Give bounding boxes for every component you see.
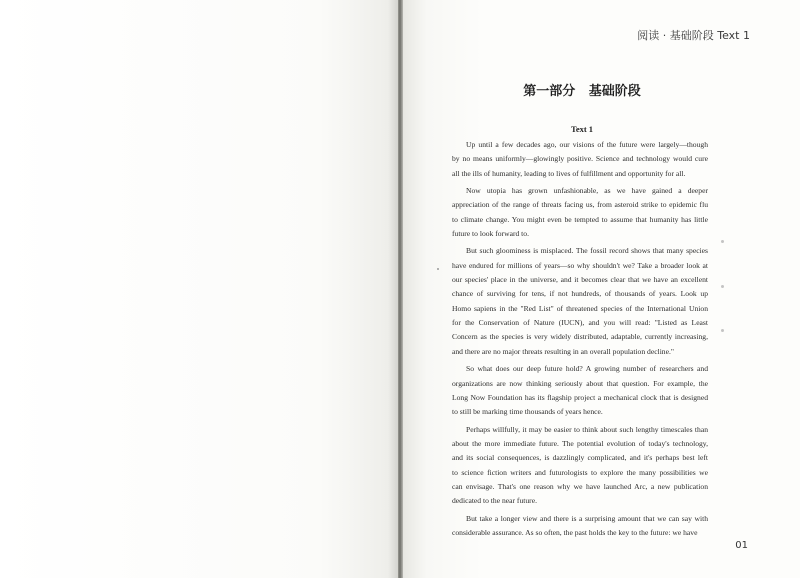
part-title: 第一部分 基础阶段 <box>523 84 641 99</box>
text-line: So what does our deep future hold? A growing number of researchers and <box>466 364 708 374</box>
text-line: to science fiction writers and futurologists to explore the many possibilities we <box>452 467 708 477</box>
text-line: But such gloominess is misplaced. The fossil record shows that many species <box>466 246 708 256</box>
text-line: But take a longer view and there is a surprising amount that we can say with <box>466 513 708 523</box>
text-line: considerable assurance. As so often, the past holds the key to the future: we have <box>452 527 698 537</box>
paragraph <box>452 362 708 419</box>
text-line: all the ills of humanity, leading to lives of fulfillment and opportunity for all. <box>452 168 686 178</box>
text-line: Up until a few decades ago, our visions of the future were largely—though <box>466 140 708 149</box>
paragraph <box>452 244 708 359</box>
text-line: for the Conservation of Nature (IUCN), and you will read: "Listed as Least <box>452 318 708 328</box>
text-line: Now utopia has grown unfashionable, as we have gained a deeper <box>466 186 708 196</box>
scan-speck <box>721 329 724 332</box>
scan-speck <box>437 268 439 270</box>
text-line: can envisage. That's one reason why we have launched Arc, a new publication <box>452 481 708 491</box>
text-line: Long Now Foundation has its flagship project a mechanical clock that is designed <box>452 392 708 402</box>
text-line: our species' place in the universe, and it becomes clear that we have an excellent <box>452 275 708 285</box>
running-head: 阅读 · 基础阶段 Text 1 <box>637 29 750 42</box>
paragraph <box>452 138 708 181</box>
text-line: Concern as the species is very widely distributed, adaptable, currently increasing, <box>452 332 708 342</box>
paragraph <box>452 512 708 541</box>
text-line: Perhaps willfully, it may be easier to think about such lengthy timescales than <box>466 424 708 434</box>
text-line: chance of surviving for tens, if not hundreds, of thousands of years. Look up <box>452 289 708 299</box>
text-line: and there are no major threats resulting in an overall population decline." <box>452 346 674 356</box>
text-line: to climate change. You might even be tempted to assume that humanity has little <box>452 214 708 224</box>
paragraph <box>452 184 708 241</box>
page-number: 01 <box>735 540 748 551</box>
text-line: by no means uniformly—glowingly positive. Science and technology would cure <box>452 154 708 164</box>
paragraph <box>452 423 708 509</box>
text-line: have endured for millions of years—so why shouldn't we? Take a broader look at <box>452 260 708 270</box>
scan-speck <box>721 285 724 288</box>
scan-speck <box>721 240 724 243</box>
text-line: Homo sapiens in the "Red List" of threatened species of the International Union <box>452 303 708 313</box>
text-line: appreciation of the range of threats facing us, from asteroid strike to epidemic flu <box>452 200 708 210</box>
text-line: organizations are now thinking seriously about that question. For example, the <box>452 378 708 388</box>
text-line: dedicated to the near future. <box>452 496 537 506</box>
text-line: to still be marking time thousands of years hence. <box>452 407 603 417</box>
text-line: and its social consequences, is dazzlingly complicated, and it's perhaps best left <box>452 453 708 463</box>
text-line: about the more immediate future. The potential evolution of today's technology, <box>452 438 708 448</box>
text-line: future to look forward to. <box>452 229 529 239</box>
text-heading: Text 1 <box>570 124 594 134</box>
article-body <box>452 138 708 543</box>
